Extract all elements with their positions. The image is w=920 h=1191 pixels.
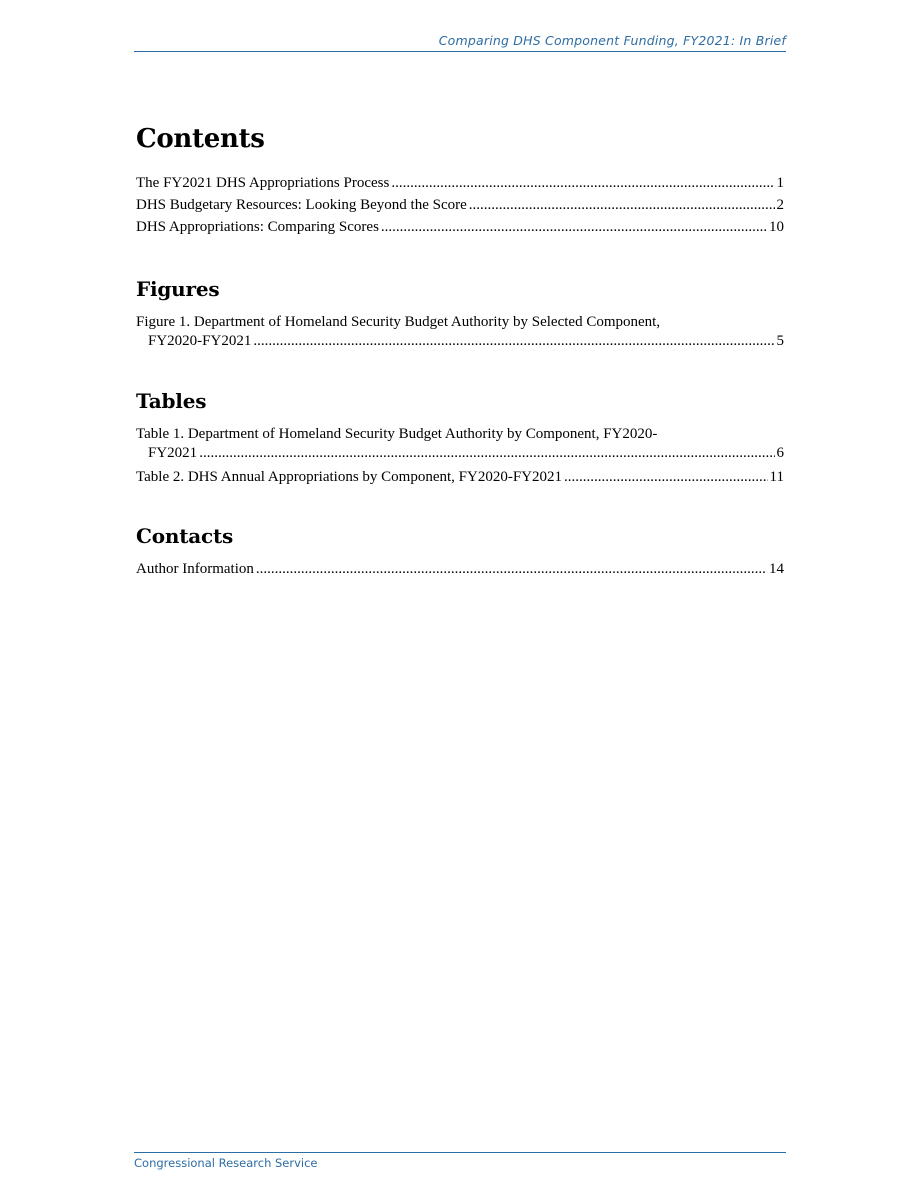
toc-entry-page[interactable]: 11: [769, 469, 784, 485]
toc-entry[interactable]: [136, 172, 784, 194]
toc-entry-title-continued[interactable]: FY2021: [148, 445, 198, 461]
toc-leader-dots: [564, 466, 768, 488]
toc-entry[interactable]: [136, 424, 784, 463]
tables-list: [136, 424, 784, 488]
toc-entry[interactable]: [136, 194, 784, 216]
toc-entry-title-continued[interactable]: FY2020-FY2021: [148, 333, 252, 349]
toc-entry[interactable]: [136, 466, 784, 488]
toc-entry[interactable]: [136, 558, 784, 580]
toc-entry-title[interactable]: DHS Budgetary Resources: Looking Beyond the Score: [136, 197, 467, 213]
toc-entry-title[interactable]: The FY2021 DHS Appropriations Process: [136, 175, 390, 191]
toc-entry-title[interactable]: Table 2. DHS Annual Appropriations by Component, FY2020-FY2021: [136, 469, 563, 485]
figures-heading: Figures: [136, 277, 220, 301]
toc-entry-page[interactable]: 5: [776, 333, 784, 349]
toc-leader-dots: [256, 558, 767, 580]
toc-entry-title[interactable]: Table 1. Department of Homeland Security Budget Authority by Component, FY2020-: [136, 426, 658, 442]
toc-entry-title[interactable]: DHS Appropriations: Comparing Scores: [136, 219, 379, 235]
toc-leader-dots: [253, 332, 774, 351]
toc-entry-page[interactable]: 1: [776, 175, 784, 191]
toc-entry-title[interactable]: Figure 1. Department of Homeland Security Budget Authority by Selected Component,: [136, 314, 661, 330]
contents-list: [136, 172, 784, 238]
toc-entry-title[interactable]: Author Information: [136, 561, 254, 577]
figures-list: [136, 312, 784, 354]
toc-entry-page[interactable]: 14: [769, 561, 784, 577]
running-header: Comparing DHS Component Funding, FY2021: In Brief: [134, 33, 786, 52]
toc-leader-dots: [469, 194, 775, 216]
toc-leader-dots: [381, 216, 767, 238]
tables-heading: Tables: [136, 389, 207, 413]
toc-leader-dots: [199, 444, 774, 463]
toc-entry[interactable]: [136, 216, 784, 238]
toc-entry[interactable]: [136, 312, 784, 351]
running-footer: Congressional Research Service: [134, 1152, 786, 1170]
toc-leader-dots: [391, 172, 774, 194]
toc-entry-page[interactable]: 10: [769, 219, 784, 235]
toc-entry-page[interactable]: 2: [776, 197, 784, 213]
contents-heading: Contents: [136, 124, 265, 154]
contacts-list: [136, 558, 784, 580]
contacts-heading: Contacts: [136, 524, 234, 548]
toc-entry-page[interactable]: 6: [776, 445, 784, 461]
